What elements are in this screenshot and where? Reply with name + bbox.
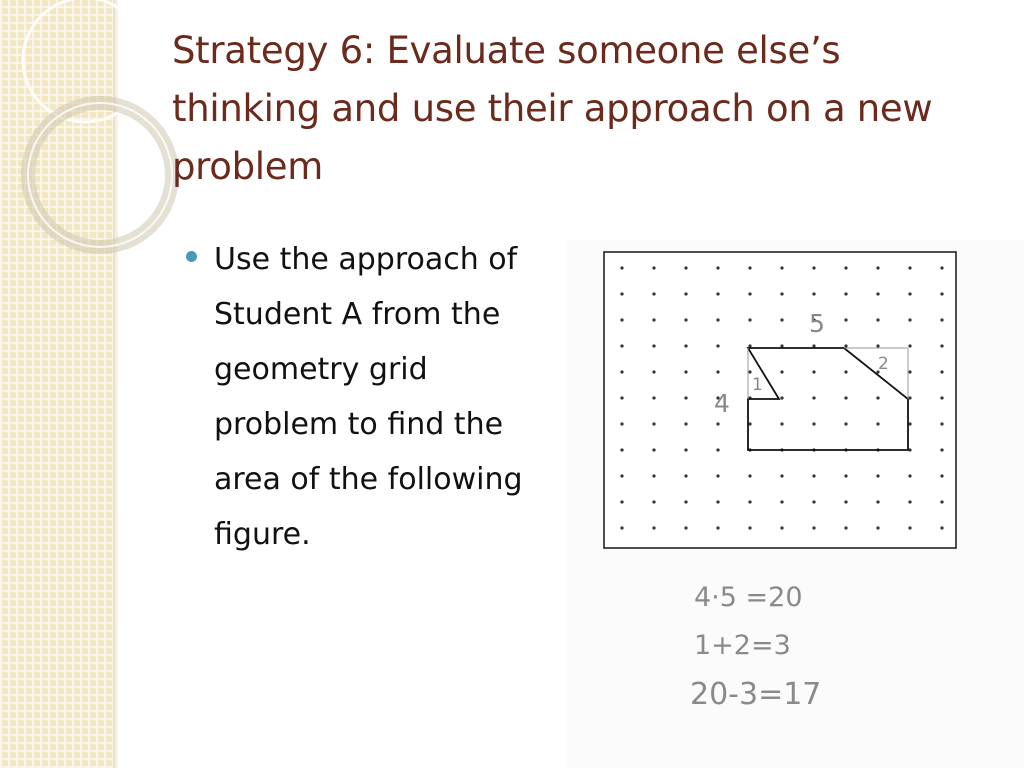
grid-dot: [748, 474, 751, 477]
grid-dot: [684, 344, 687, 347]
grid-dot: [620, 448, 623, 451]
decor-circle-inner: [28, 103, 172, 247]
grid-dot: [652, 344, 655, 347]
grid-dot: [620, 370, 623, 373]
grid-dot: [780, 266, 783, 269]
figure-svg: [566, 240, 1024, 768]
grid-border: [604, 252, 956, 548]
grid-dot: [908, 500, 911, 503]
grid-dot: [748, 318, 751, 321]
grid-dot: [812, 370, 815, 373]
grid-dot: [844, 526, 847, 529]
work-line-1: 4·5 =20: [694, 582, 803, 613]
grid-dot: [876, 318, 879, 321]
grid-dot: [908, 318, 911, 321]
grid-dot: [780, 318, 783, 321]
grid-dot: [748, 500, 751, 503]
bullet-dot-icon: [186, 251, 197, 262]
grid-dot: [620, 292, 623, 295]
grid-dot: [908, 526, 911, 529]
grid-dot: [684, 448, 687, 451]
grid-dot: [812, 266, 815, 269]
grid-dot: [716, 370, 719, 373]
grid-dot: [652, 396, 655, 399]
grid-dot: [748, 370, 751, 373]
label-left: 4: [714, 389, 730, 418]
grid-dot: [940, 266, 943, 269]
grid-dot: [780, 396, 783, 399]
grid-dot: [716, 422, 719, 425]
slide-title: Strategy 6: Evaluate someone else’s thinking and use their approach on a new problem: [172, 29, 933, 188]
grid-dot: [620, 422, 623, 425]
grid-dot: [748, 292, 751, 295]
grid-dot: [684, 474, 687, 477]
grid-dot: [780, 526, 783, 529]
grid-dot: [940, 474, 943, 477]
grid-dot: [940, 370, 943, 373]
grid-dot: [940, 500, 943, 503]
grid-dot: [684, 526, 687, 529]
grid-dot: [716, 292, 719, 295]
bullet-text: Use the approach of Student A from the geometry grid problem to find the area of the following figure.: [214, 242, 523, 552]
grid-dot: [812, 474, 815, 477]
grid-dot: [652, 526, 655, 529]
grid-dot: [908, 344, 911, 347]
grid-dot: [908, 370, 911, 373]
grid-dot: [716, 318, 719, 321]
grid-dot: [940, 526, 943, 529]
grid-dot: [716, 500, 719, 503]
grid-dot: [876, 344, 879, 347]
grid-dot: [940, 448, 943, 451]
grid-dot: [876, 500, 879, 503]
grid-dot: [652, 370, 655, 373]
grid-dot: [716, 526, 719, 529]
work-line-3: 20-3=17: [690, 677, 822, 712]
grid-dot: [844, 370, 847, 373]
grid-dot: [652, 500, 655, 503]
grid-dot: [940, 422, 943, 425]
grid-dot: [684, 370, 687, 373]
grid-dot: [652, 474, 655, 477]
grid-dot: [844, 396, 847, 399]
grid-dot: [940, 318, 943, 321]
grid-dot: [652, 318, 655, 321]
grid-dot: [780, 422, 783, 425]
grid-dot: [620, 526, 623, 529]
grid-dot: [812, 292, 815, 295]
grid-dot: [876, 474, 879, 477]
grid-dot: [812, 526, 815, 529]
grid-dot: [940, 292, 943, 295]
grid-dot: [908, 474, 911, 477]
grid-dot: [876, 526, 879, 529]
grid-dot: [844, 292, 847, 295]
grid-dot: [684, 422, 687, 425]
decorative-circles: [0, 0, 200, 260]
grid-dot: [844, 500, 847, 503]
grid-dot: [844, 474, 847, 477]
grid-dot: [812, 396, 815, 399]
grid-dot: [684, 318, 687, 321]
grid-dot: [844, 318, 847, 321]
grid-dot: [620, 318, 623, 321]
grid-dot: [652, 266, 655, 269]
label-notch: 1: [752, 375, 763, 395]
grid-dot: [940, 396, 943, 399]
grid-dot: [908, 266, 911, 269]
grid-dot: [780, 500, 783, 503]
grid-dot: [876, 292, 879, 295]
grid-dot: [716, 474, 719, 477]
grid-dot: [940, 344, 943, 347]
grid-dot: [652, 292, 655, 295]
grid-dot: [780, 474, 783, 477]
grid-dot: [716, 448, 719, 451]
grid-dot: [684, 292, 687, 295]
grid-dot: [844, 266, 847, 269]
grid-dot: [812, 422, 815, 425]
grid-dot: [844, 422, 847, 425]
label-corner: 2: [878, 354, 889, 374]
grid-dot: [620, 344, 623, 347]
work-line-2: 1+2=3: [694, 630, 791, 661]
grid-dot: [620, 474, 623, 477]
grid-dot: [748, 266, 751, 269]
grid-dot: [684, 500, 687, 503]
grid-dot: [748, 526, 751, 529]
grid-dot: [620, 500, 623, 503]
grid-dot: [780, 292, 783, 295]
grid-dot: [812, 500, 815, 503]
grid-dot: [620, 266, 623, 269]
grid-dot: [780, 370, 783, 373]
grid-dot: [652, 448, 655, 451]
grid-dot: [684, 396, 687, 399]
grid-dot: [908, 292, 911, 295]
grid-dot: [716, 344, 719, 347]
grid-dot: [876, 396, 879, 399]
grid-dot: [716, 266, 719, 269]
grid-dot: [876, 422, 879, 425]
grid-dot: [684, 266, 687, 269]
student-work-figure: [566, 240, 1024, 768]
grid-dot: [844, 344, 847, 347]
grid-dot: [652, 422, 655, 425]
grid-dot: [620, 396, 623, 399]
grid-dot: [876, 266, 879, 269]
label-top: 5: [809, 309, 825, 338]
